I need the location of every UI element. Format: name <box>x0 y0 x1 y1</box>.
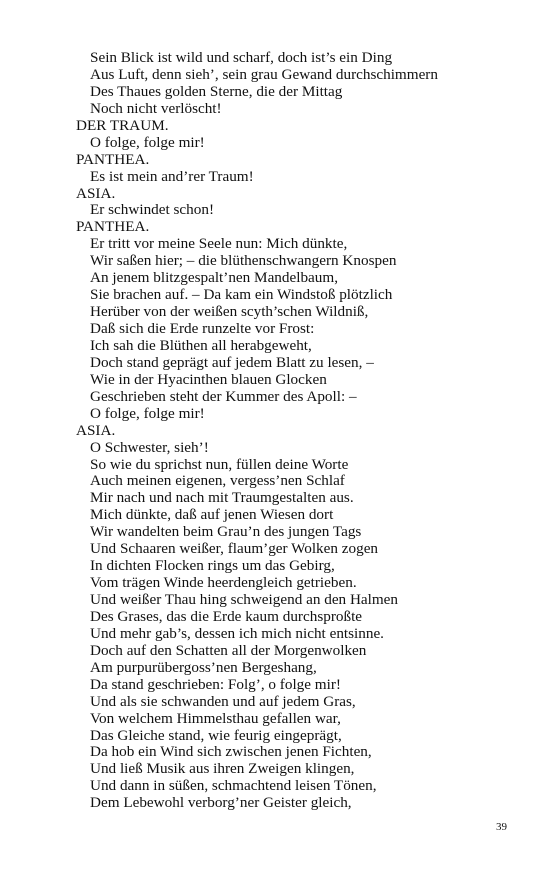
verse-line: Am purpurübergoss’nen Bergeshang, <box>90 658 317 676</box>
speaker-name: ASIA. <box>76 184 116 202</box>
verse-line: Und weißer Thau hing schweigend an den Halmen <box>90 591 399 608</box>
verse-line: Noch nicht verlöscht! <box>90 99 222 117</box>
verse-line: Sie brachen auf. – Da kam ein Windstoß plötzlich <box>90 286 393 304</box>
verse-line: Vom trägen Winde heerdengleich getrieben. <box>90 574 357 592</box>
verse-line: Ich sah die Blüthen all herabgeweht, <box>90 336 312 354</box>
verse-line: An jenem blitzgespalt’nen Mandelbaum, <box>90 269 338 287</box>
verse-line: O folge, folge mir! <box>90 133 205 151</box>
verse-line: Und mehr gab’s, dessen ich mich nicht entsinne. <box>90 624 384 642</box>
verse-line: Geschrieben steht der Kummer des Apoll: – <box>90 387 357 405</box>
verse-line: Daß sich die Erde runzelte vor Frost: <box>90 320 315 337</box>
verse-line: So wie du sprichst nun, füllen deine Worte <box>90 455 349 473</box>
speaker-name: PANTHEA. <box>76 150 150 168</box>
verse-line: Er tritt vor meine Seele nun: Mich dünkte, <box>90 235 348 253</box>
poem-text <box>76 50 516 812</box>
speaker-name: DER TRAUM. <box>76 116 169 134</box>
verse-line: Es ist mein and’rer Traum! <box>90 167 254 185</box>
verse-line: Und als sie schwanden und auf jedem Gras, <box>90 692 356 710</box>
verse-line: Da hob ein Wind sich zwischen jenen Fichten, <box>90 743 372 761</box>
verse-line: Mich dünkte, daß auf jenen Wiesen dort <box>90 506 334 524</box>
verse-line: Aus Luft, denn sieh’, sein grau Gewand durchschimmern <box>90 65 438 83</box>
verse-line: Und Schaaren weißer, flaum’ger Wolken zogen <box>90 540 379 558</box>
verse-line: Herüber von der weißen scyth’schen Wildniß, <box>90 303 369 321</box>
verse-line: In dichten Flocken rings um das Gebirg, <box>90 557 335 575</box>
page-number: 39 <box>496 821 507 833</box>
verse-line: Das Gleiche stand, wie feurig eingeprägt, <box>90 726 342 744</box>
verse-line: Und dann in süßen, schmachtend leisen Tönen, <box>90 777 377 795</box>
verse-line: Des Thaues golden Sterne, die der Mittag <box>90 82 343 100</box>
verse-line: Sein Blick ist wild und scharf, doch ist’s ein Ding <box>90 49 393 66</box>
verse-line: Er schwindet schon! <box>90 201 214 219</box>
speaker-name: PANTHEA. <box>76 218 150 236</box>
verse-line: Und ließ Musik aus ihren Zweigen klingen, <box>90 760 355 778</box>
verse-line: Auch meinen eigenen, vergess’nen Schlaf <box>90 472 345 490</box>
verse-line: Von welchem Himmelsthau gefallen war, <box>90 709 341 727</box>
verse-line: Des Grases, das die Erde kaum durchsproßte <box>90 607 363 625</box>
speaker-name: ASIA. <box>76 421 116 439</box>
verse-line: Wie in der Hyacinthen blauen Glocken <box>90 370 327 388</box>
verse-line: O folge, folge mir! <box>90 404 205 422</box>
verse-line: Wir saßen hier; – die blüthenschwangern Knospen <box>90 252 397 270</box>
verse-line: Da stand geschrieben: Folg’, o folge mir! <box>90 675 341 693</box>
verse-line: Doch stand geprägt auf jedem Blatt zu lesen, – <box>90 353 374 371</box>
verse-line: O Schwester, sieh’! <box>90 438 209 456</box>
verse-line: Mir nach und nach mit Traumgestalten aus. <box>90 489 354 507</box>
verse-line: Wir wandelten beim Grau’n des jungen Tags <box>90 523 362 541</box>
verse-line: Dem Lebewohl verborg’ner Geister gleich, <box>90 794 352 812</box>
verse-line: Doch auf den Schatten all der Morgenwolken <box>90 641 367 659</box>
